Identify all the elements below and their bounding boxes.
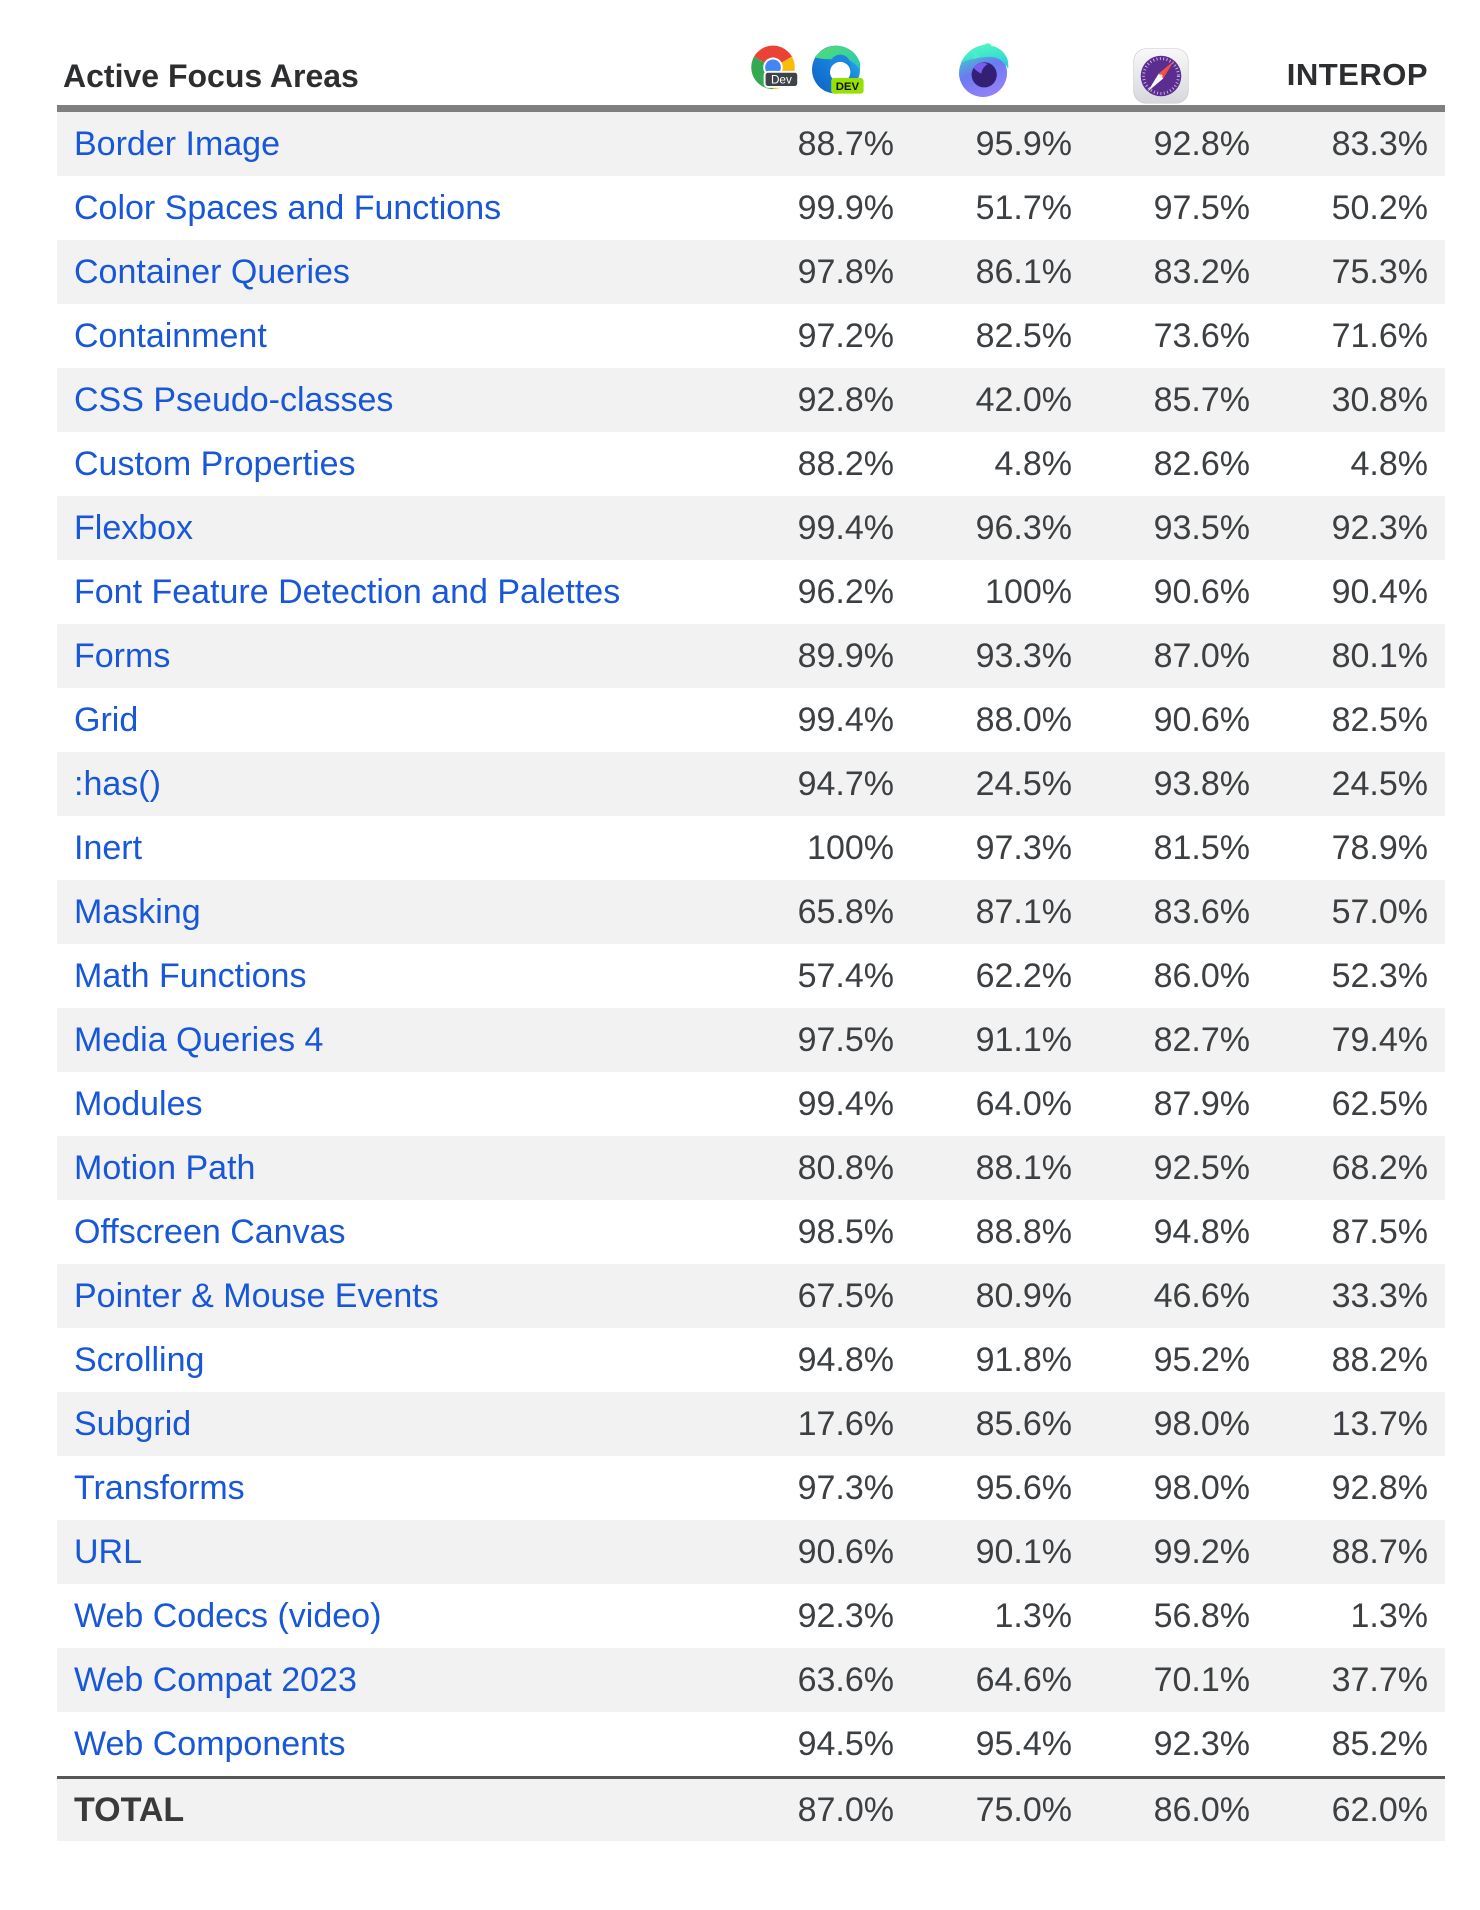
score-cell-interop: 92.8%: [1331, 1468, 1428, 1507]
score-cell-safari: 83.6%: [1153, 892, 1250, 931]
score-cell-interop: 92.3%: [1331, 508, 1428, 547]
score-cell-safari: 90.6%: [1153, 572, 1250, 611]
column-header-interop: INTEROP: [1286, 57, 1428, 92]
score-cell-chrome: 90.6%: [797, 1532, 894, 1571]
score-cell-safari: 98.0%: [1153, 1404, 1250, 1443]
score-cell-firefox: 95.4%: [975, 1724, 1072, 1763]
score-cell-interop: 82.5%: [1331, 700, 1428, 739]
score-cell-firefox: 62.2%: [975, 956, 1072, 995]
score-cell-firefox: 100%: [985, 572, 1072, 611]
score-cell-chrome: 97.2%: [797, 316, 894, 355]
score-cell-firefox: 86.1%: [975, 252, 1072, 291]
score-cell-firefox: 80.9%: [975, 1276, 1072, 1315]
table-row: [57, 368, 1445, 432]
table-row: [57, 1072, 1445, 1136]
score-cell-firefox: 91.1%: [975, 1020, 1072, 1059]
score-cell-firefox: 24.5%: [975, 764, 1072, 803]
column-header-safari: [1072, 47, 1250, 105]
score-cell-safari: 98.0%: [1153, 1468, 1250, 1507]
table-row: [57, 112, 1445, 176]
score-cell-chrome: 17.6%: [797, 1404, 894, 1443]
page-title: Active Focus Areas: [63, 58, 359, 94]
focus-area-link[interactable]: Masking: [74, 892, 201, 931]
score-cell-interop: 1.3%: [1350, 1596, 1428, 1635]
focus-area-link[interactable]: Containment: [74, 316, 267, 355]
focus-area-link[interactable]: Offscreen Canvas: [74, 1212, 346, 1251]
total-score-interop: 62.0%: [1331, 1790, 1428, 1829]
score-cell-firefox: 4.8%: [994, 444, 1072, 483]
table-row: [57, 240, 1445, 304]
table-row: [57, 1200, 1445, 1264]
score-cell-interop: 90.4%: [1331, 572, 1428, 611]
table-row: [57, 880, 1445, 944]
table-row: [57, 1584, 1445, 1648]
score-cell-safari: 92.3%: [1153, 1724, 1250, 1763]
score-cell-firefox: 88.0%: [975, 700, 1072, 739]
table-row: [57, 496, 1445, 560]
score-cell-interop: 83.3%: [1331, 124, 1428, 163]
table-row: [57, 432, 1445, 496]
score-cell-chrome: 99.9%: [797, 188, 894, 227]
score-cell-chrome: 97.5%: [797, 1020, 894, 1059]
focus-area-link[interactable]: Color Spaces and Functions: [74, 188, 502, 227]
score-cell-interop: 13.7%: [1331, 1404, 1428, 1443]
score-cell-interop: 33.3%: [1331, 1276, 1428, 1315]
table-header: [57, 0, 1445, 105]
table-row: [57, 1136, 1445, 1200]
score-cell-chrome: 96.2%: [797, 572, 894, 611]
focus-area-link[interactable]: Transforms: [74, 1468, 245, 1507]
score-cell-firefox: 95.6%: [975, 1468, 1072, 1507]
score-cell-safari: 82.7%: [1153, 1020, 1250, 1059]
score-cell-chrome: 63.6%: [797, 1660, 894, 1699]
score-cell-chrome: 99.4%: [797, 700, 894, 739]
focus-area-link[interactable]: Font Feature Detection and Palettes: [74, 572, 621, 611]
table-row: [57, 176, 1445, 240]
score-cell-firefox: 64.6%: [975, 1660, 1072, 1699]
score-cell-interop: 79.4%: [1331, 1020, 1428, 1059]
score-cell-safari: 92.5%: [1153, 1148, 1250, 1187]
total-score-chrome: 87.0%: [797, 1790, 894, 1829]
score-cell-firefox: 97.3%: [975, 828, 1072, 867]
score-cell-safari: 92.8%: [1153, 124, 1250, 163]
focus-area-link[interactable]: Subgrid: [74, 1404, 192, 1443]
table-row: [57, 1008, 1445, 1072]
focus-area-link[interactable]: Border Image: [74, 124, 280, 163]
score-cell-interop: 50.2%: [1331, 188, 1428, 227]
score-cell-interop: 62.5%: [1331, 1084, 1428, 1123]
focus-area-link[interactable]: Container Queries: [74, 252, 350, 291]
total-row: [57, 1779, 1445, 1841]
score-cell-safari: 46.6%: [1153, 1276, 1250, 1315]
score-cell-safari: 94.8%: [1153, 1212, 1250, 1251]
score-cell-chrome: 92.3%: [797, 1596, 894, 1635]
score-cell-firefox: 87.1%: [975, 892, 1072, 931]
table-row: [57, 1712, 1445, 1776]
score-cell-interop: 71.6%: [1331, 316, 1428, 355]
focus-area-link[interactable]: Scrolling: [74, 1340, 205, 1379]
score-cell-firefox: 82.5%: [975, 316, 1072, 355]
edge-dev-icon: [806, 42, 866, 102]
score-cell-firefox: 85.6%: [975, 1404, 1072, 1443]
score-cell-interop: 24.5%: [1331, 764, 1428, 803]
focus-area-link[interactable]: URL: [74, 1532, 143, 1571]
score-cell-interop: 75.3%: [1331, 252, 1428, 291]
chrome-dev-icon: [745, 41, 801, 97]
score-cell-chrome: 97.3%: [797, 1468, 894, 1507]
focus-areas-table: [57, 0, 1445, 1841]
focus-area-link[interactable]: Motion Path: [74, 1148, 256, 1187]
table-row: [57, 688, 1445, 752]
table-row: [57, 624, 1445, 688]
table-row: [57, 1456, 1445, 1520]
score-cell-chrome: 92.8%: [797, 380, 894, 419]
score-cell-safari: 56.8%: [1153, 1596, 1250, 1635]
score-cell-chrome: 65.8%: [797, 892, 894, 931]
score-cell-firefox: 88.8%: [975, 1212, 1072, 1251]
score-cell-interop: 88.2%: [1331, 1340, 1428, 1379]
edge-dev-badge: DEV: [835, 81, 859, 93]
focus-area-link[interactable]: Forms: [74, 636, 171, 675]
score-cell-interop: 68.2%: [1331, 1148, 1428, 1187]
score-cell-chrome: 89.9%: [797, 636, 894, 675]
table-body: [57, 112, 1445, 1776]
score-cell-chrome: 97.8%: [797, 252, 894, 291]
score-cell-safari: 70.1%: [1153, 1660, 1250, 1699]
score-cell-interop: 80.1%: [1331, 636, 1428, 675]
score-cell-safari: 83.2%: [1153, 252, 1250, 291]
focus-area-link[interactable]: Media Queries 4: [74, 1020, 324, 1059]
focus-area-link[interactable]: Pointer & Mouse Events: [74, 1276, 439, 1315]
focus-area-link[interactable]: :has(): [74, 764, 161, 803]
table-row: [57, 1328, 1445, 1392]
score-cell-safari: 93.5%: [1153, 508, 1250, 547]
score-cell-firefox: 91.8%: [975, 1340, 1072, 1379]
table-row: [57, 752, 1445, 816]
total-score-firefox: 75.0%: [975, 1790, 1072, 1829]
total-label: TOTAL: [74, 1790, 185, 1829]
table-row: [57, 816, 1445, 880]
score-cell-interop: 37.7%: [1331, 1660, 1428, 1699]
score-cell-firefox: 88.1%: [975, 1148, 1072, 1187]
score-cell-interop: 52.3%: [1331, 956, 1428, 995]
score-cell-firefox: 51.7%: [975, 188, 1072, 227]
score-cell-chrome: 67.5%: [797, 1276, 894, 1315]
column-header-chrome-edge: [716, 41, 894, 105]
score-cell-safari: 97.5%: [1153, 188, 1250, 227]
table-row: [57, 944, 1445, 1008]
header-divider: [57, 105, 1445, 112]
score-cell-safari: 85.7%: [1153, 380, 1250, 419]
score-cell-safari: 95.2%: [1153, 1340, 1250, 1379]
score-cell-firefox: 95.9%: [975, 124, 1072, 163]
score-cell-firefox: 90.1%: [975, 1532, 1072, 1571]
focus-area-link[interactable]: Math Functions: [74, 956, 307, 995]
score-cell-firefox: 96.3%: [975, 508, 1072, 547]
score-cell-safari: 90.6%: [1153, 700, 1250, 739]
score-cell-safari: 93.8%: [1153, 764, 1250, 803]
focus-area-link[interactable]: Flexbox: [74, 508, 194, 547]
table-row: [57, 1264, 1445, 1328]
score-cell-safari: 87.9%: [1153, 1084, 1250, 1123]
score-cell-chrome: 80.8%: [797, 1148, 894, 1187]
table-row: [57, 1392, 1445, 1456]
score-cell-chrome: 99.4%: [797, 508, 894, 547]
score-cell-interop: 87.5%: [1331, 1212, 1428, 1251]
score-cell-safari: 73.6%: [1153, 316, 1250, 355]
score-cell-chrome: 88.7%: [797, 124, 894, 163]
score-cell-chrome: 88.2%: [797, 444, 894, 483]
score-cell-chrome: 94.5%: [797, 1724, 894, 1763]
focus-area-link[interactable]: Web Codecs (video): [74, 1596, 382, 1635]
focus-area-link[interactable]: Modules: [74, 1084, 203, 1123]
score-cell-chrome: 98.5%: [797, 1212, 894, 1251]
focus-area-link[interactable]: CSS Pseudo-classes: [74, 380, 394, 419]
total-score-safari: 86.0%: [1153, 1790, 1250, 1829]
score-cell-firefox: 1.3%: [994, 1596, 1072, 1635]
table-row: [57, 1648, 1445, 1712]
focus-area-link[interactable]: Custom Properties: [74, 444, 356, 483]
score-cell-interop: 30.8%: [1331, 380, 1428, 419]
score-cell-firefox: 64.0%: [975, 1084, 1072, 1123]
score-cell-interop: 88.7%: [1331, 1532, 1428, 1571]
score-cell-interop: 57.0%: [1331, 892, 1428, 931]
score-cell-interop: 85.2%: [1331, 1724, 1428, 1763]
score-cell-firefox: 93.3%: [975, 636, 1072, 675]
score-cell-chrome: 99.4%: [797, 1084, 894, 1123]
score-cell-chrome: 94.8%: [797, 1340, 894, 1379]
score-cell-firefox: 42.0%: [975, 380, 1072, 419]
score-cell-chrome: 100%: [807, 828, 894, 867]
table-row: [57, 560, 1445, 624]
score-cell-chrome: 57.4%: [797, 956, 894, 995]
table-row: [57, 304, 1445, 368]
focus-area-link[interactable]: Web Compat 2023: [74, 1660, 357, 1699]
focus-area-link[interactable]: Web Components: [74, 1724, 346, 1763]
score-cell-interop: 78.9%: [1331, 828, 1428, 867]
score-cell-interop: 4.8%: [1350, 444, 1428, 483]
focus-area-link[interactable]: Grid: [74, 700, 139, 739]
firefox-nightly-icon: [953, 40, 1013, 100]
safari-technology-preview-icon: [1132, 47, 1190, 105]
score-cell-safari: 99.2%: [1153, 1532, 1250, 1571]
table-row: [57, 1520, 1445, 1584]
score-cell-safari: 81.5%: [1153, 828, 1250, 867]
score-cell-safari: 87.0%: [1153, 636, 1250, 675]
score-cell-safari: 86.0%: [1153, 956, 1250, 995]
focus-area-link[interactable]: Inert: [74, 828, 143, 867]
chrome-dev-badge: Dev: [770, 73, 792, 87]
score-cell-safari: 82.6%: [1153, 444, 1250, 483]
score-cell-chrome: 94.7%: [797, 764, 894, 803]
column-header-firefox: [894, 40, 1072, 105]
